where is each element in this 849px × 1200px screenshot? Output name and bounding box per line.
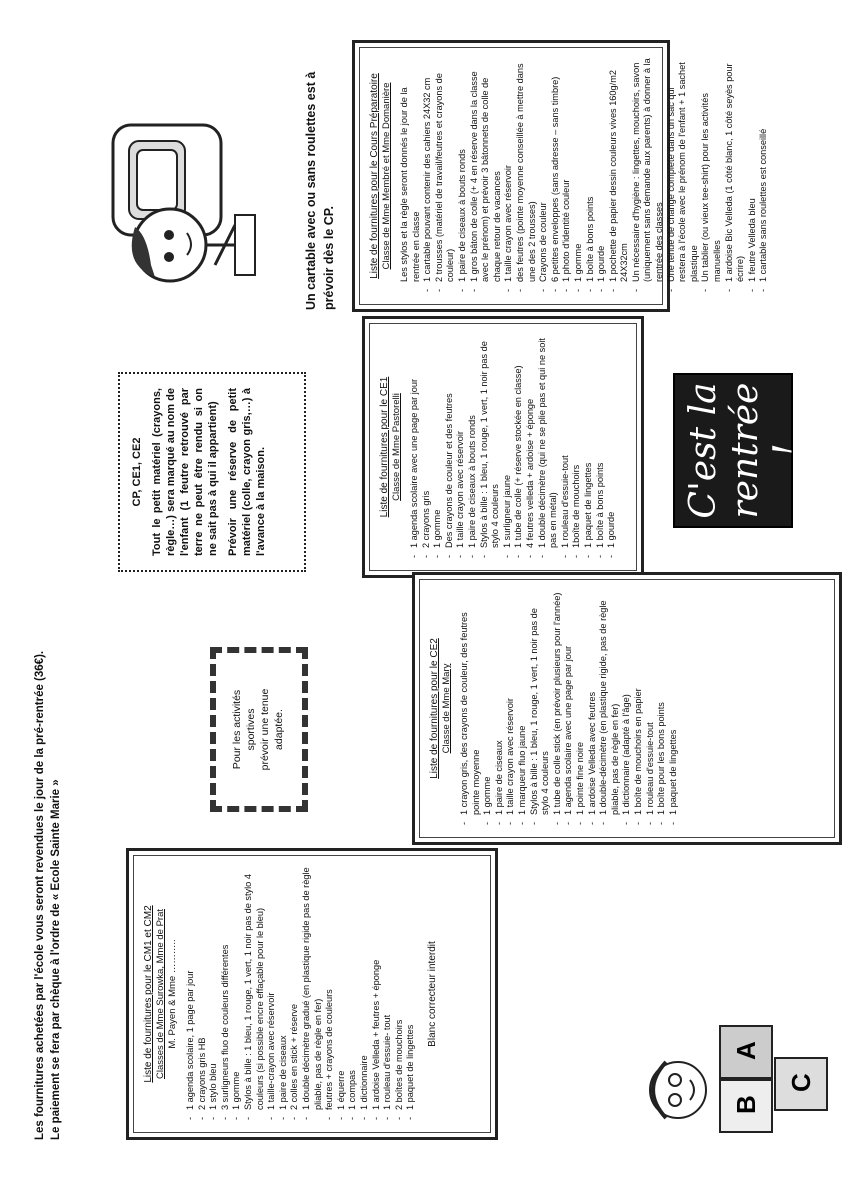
cp-subtitle: Classe de Mme Membré et Mme Domanière [381,82,392,270]
cp-supply-list-inner [359,47,769,305]
reminder-heading: CP, CE1, CE2 [131,437,143,507]
cm-item: - 2 crayons gris HB [197,866,209,1122]
cp-supply-list [352,40,769,312]
ce1-subtitle: Classe de Mme Pastorelli [391,393,402,501]
ce1-item: - 1 gomme [432,334,444,560]
banner-line1: C'est la [683,382,724,519]
ce2-item: - 1 dictionnaire (adapté à l'âge) [621,590,633,827]
cp-items-list [399,58,770,294]
cp-item: - 1 pochette de papier dessin couleurs vives 160g/m2 24X32cm [608,58,631,294]
ce2-item: - 1 paire de ciseaux [494,590,506,827]
reminder-body2: Prévoir une réserve de petit matériel (colle, crayon gris,…) à l'avance à la maison. [227,388,267,556]
cm-subtitle2: M. Payen & Mme ……….. [167,939,178,1049]
cm-item: - Stylos à bille : 1 bleu, 1 rouge, 1 vert, 1 noir pas de stylo 4 couleurs (si possible encre effaçable pour le bleu) [243,866,266,1122]
cm-item: - 1 stylo bleu [208,866,220,1122]
ce2-item: - 1 crayon gris, des crayons de couleur, des feutres pointe moyenne [459,590,482,827]
ce1-item: - Des crayons de couleur et des feutres [444,334,456,560]
cm-note: Blanc correcteur interdit [426,941,438,1047]
cp-item: - 1 gros bâton de colle (+ 4 en réserve dans la classe avec le prénom) et prévoir 3 bâtonnets de colle de chaque retour de vacances [469,58,504,294]
ce1-item: - 1 double décimètre (qui ne se plie pas et qui ne soit pas en métal) [537,334,560,560]
ce1-item: - 4 feutres velleda + ardoise + éponge [525,334,537,560]
cm-item: - 3 surligneurs fluo de couleurs différentes [220,866,232,1122]
ce1-item: - 1 gourde [606,334,618,560]
ce2-items-list [459,590,679,827]
cm-supply-list-inner [133,855,491,1133]
ce1-item: - 1 rouleau d'essuie-tout [560,334,572,560]
cp-item: - 1 taille crayon avec réservoir [503,58,515,294]
cm-item: - 1 rouleau d'essuie- tout [382,866,394,1122]
ce2-item: - 1 boîte pour les bons points [656,590,668,827]
ce1-item: - 1 taille crayon avec réservoir [455,334,467,560]
ce2-item: - 1 boîte de mouchoirs en papier [633,590,645,827]
cartable-note [302,72,338,310]
cm-items-list [185,866,417,1122]
footer-line1: Les fournitures achetées par l'école vous seront revendues le jour de la pré-rentrée (36€). [34,650,46,1140]
cm-item: - 1 paire de ciseaux [278,866,290,1122]
cm-item: - feutres + crayons de couleurs [324,866,336,1122]
ce2-item: - 1 pointe fine noire [575,590,587,827]
banner-line2: rentrée ! [725,382,808,519]
ce1-title: Liste de fournitures pour le CE1 [379,376,390,518]
cp-item: - Une tenue de change complète dans un sac qui restera à l'école avec le prénom de l'enfant + 1 sachet plastique [666,58,701,294]
cp-item: - 1 cartable sans roulettes est conseillé [758,58,770,294]
cm-subtitle1: Classes de Mme Surowka, Mme de Prat [155,909,166,1080]
sport-note-line2: prévoir une tenue adaptée. [259,688,285,771]
cp-title: Liste de fournitures pour le Cours Préparatoire [369,73,380,279]
reminder-body1: Tout le petit matériel (crayons, règle…) sera marqué au nom de l'enfant (1 feutre retrouvé par terre ne peut être rendu si on ne sait pas à qui il appartient) [151,388,219,556]
cp-item: Les stylos et la règle seront donnés le jour de la rentrée en classe [399,87,421,282]
svg-text:C: C [786,1073,816,1092]
cp-item: - 6 petites enveloppes (sans adresse – sans timbre) [550,58,562,294]
ce1-item: - Stylos à bille : 1 bleu, 1 rouge, 1 vert, 1 noir pas de stylo 4 couleurs [479,334,502,560]
cp-item: - 1 cartable pouvant contenir des cahiers 24X32 cm [422,58,434,294]
cm-item: - 1 dictionnaire [359,866,371,1122]
ce1-item: - 1boîte de mouchoirs [571,334,583,560]
cm-item: - 1 gomme [231,866,243,1122]
cm-item: - 1 double décimètre gradué (en plastique rigide pas de règle pliable, pas de règle en fer) [301,866,324,1122]
cp-item: - Crayons de couleur [538,58,550,294]
cp-item: - 1 ardoise Bic Velleda (1 côté blanc, 1 côté seyès pour écrire) [724,58,747,294]
ce2-item: - 1 tube de colle stick (en prévoir plusieurs pour l'année) [552,590,564,827]
cm-item: - 1 paquet de lingettes [405,866,417,1122]
payment-footer [32,651,64,1140]
ce1-item: - 1 agenda scolaire avec une page par jour [409,334,421,560]
ce1-supply-list [362,316,644,578]
ce1-item: - 2 crayons gris [421,334,433,560]
cartable-note-line1: Un cartable avec ou sans roulettes est à [304,71,318,310]
ce1-items-list [409,334,618,560]
cp-item: - 1 feutre Velleda bleu [747,58,759,294]
cp-item: - 1 photo d'identité couleur [561,58,573,294]
cm-item: - 2 boîtes de mouchoirs [394,866,406,1122]
ce1-item: - 1 boîte à bons points [595,334,607,560]
sport-outfit-note [210,647,308,812]
ce2-item: - 1 ardoise Velleda avec feutres [587,590,599,827]
cp-item: - des feutres (pointe moyenne conseillée à mettre dans une des 2 trousses) [515,58,538,294]
svg-text:A: A [731,1041,761,1060]
ce1-supply-list-inner [369,323,637,571]
cm-item: - 1 ardoise Velleda + feutres + éponge [371,866,383,1122]
ce2-item: - 1 agenda scolaire avec une page par jour [563,590,575,827]
cp-item: - 1 paire de ciseaux à bouts ronds [457,58,469,294]
cartable-note-line2: prévoir dès le CP. [322,206,336,310]
cm-item: - 1 compas [347,866,359,1122]
cm-item: - 2 colles en stick + réserve [289,866,301,1122]
svg-text:B: B [731,1095,761,1114]
cm-item: - 1 agenda scolaire, 1 page par jour [185,866,197,1122]
ce2-supply-list [412,572,842,845]
cp-item: - 1 boîte à bons points [585,58,597,294]
material-reminder-note [118,372,306,572]
cm-title: Liste de fournitures pour le CM1 et CM2 [143,905,154,1083]
cp-item: - Un tablier (ou vieux tee-shirt) pour les activités manuelles [700,58,723,294]
ce2-item: - 1 paquet de lingettes [668,590,680,827]
ce1-item: - 1 tube de colle (+ réserve stockée en classe) [513,334,525,560]
ce1-item: - 1 paquet de lingettes [583,334,595,560]
ce2-item: - Stylos à bille : 1 bleu, 1 rouge, 1 vert, 1 noir pas de stylo 4 couleurs [529,590,552,827]
cp-item: - Un nécessaire d'hygiène : lingettes, mouchoirs, savon (uniquement sans demande aux parents) à donner à la rentrée des classes [631,58,666,294]
cm-item: - 1 équerre [336,866,348,1122]
ce1-item: - 1 surligneur jaune [502,334,514,560]
ce2-subtitle: Classe de Mme Mary [441,663,452,754]
cp-item: - 1 gourde [596,58,608,294]
cest-la-rentree-banner [673,373,808,528]
footer-line2: Le paiement se fera par chèque à l'ordre de « Ecole Sainte Marie » [50,779,62,1140]
ce1-item: - 1 paire de ciseaux à bouts ronds [467,334,479,560]
cp-item: - 2 trousses (matériel de travail/feutres et crayons de couleur) [434,58,457,294]
ce2-supply-list-inner [419,579,835,838]
ce2-item: - 1 rouleau d'essuie-tout [645,590,657,827]
ce2-title: Liste de fournitures pour le CE2 [429,638,440,779]
cp-item: - 1 gomme [573,58,585,294]
alphabet-blocks-illustration [630,1000,840,1150]
ce2-item: - 1 gomme [482,590,494,827]
ce2-item: - 1 double-décimètre (en plastique rigide, pas de règle pliable, pas de règle en fer) [598,590,621,827]
child-backpack-illustration [95,105,275,305]
cm-supply-list [126,848,498,1140]
ce2-item: - 1 marqueur fluo jaune [517,590,529,827]
ce2-item: - 1 taille crayon avec réservoir [505,590,517,827]
sport-note-line1: Pour les activités sportives [231,689,257,770]
cm-item: - 1 taille-crayon avec réservoir [266,866,278,1122]
